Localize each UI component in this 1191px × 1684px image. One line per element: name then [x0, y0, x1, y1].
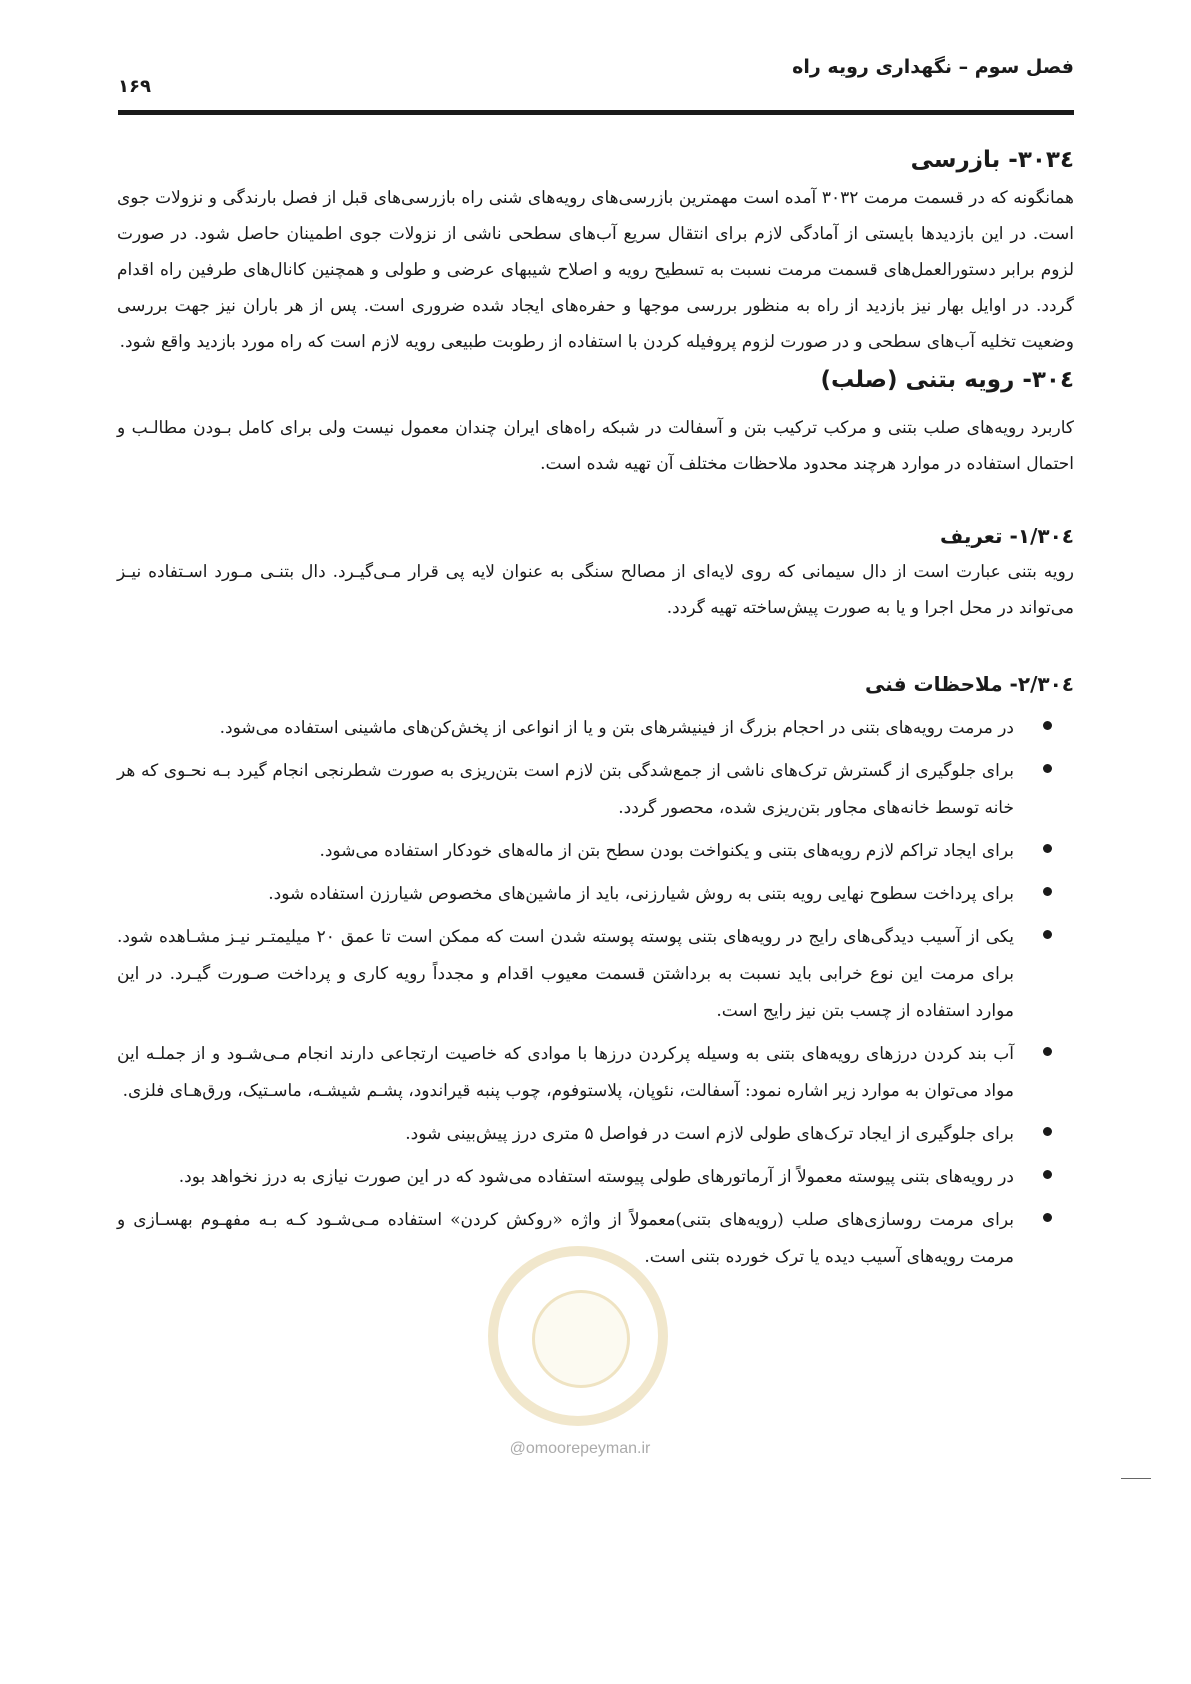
bullet-icon: [1043, 844, 1052, 853]
page-content: [117, 140, 1074, 1282]
list-item: [117, 1159, 1074, 1196]
bullet-icon: [1043, 721, 1052, 730]
header-rule: [118, 110, 1074, 115]
page-number: ۱۶۹: [118, 76, 151, 97]
list-item-text: برای مرمت روسازی‌های صلب (رویه‌های بتنی)معمولاً از واژه «روکش کردن» استفاده مـی‌شـود کـه بـه مفهـوم بهسـازی و مرمت رویه‌های آسیب دیده یا ترک خورده بتنی است.: [117, 1210, 1014, 1267]
list-item: [117, 710, 1074, 747]
chapter-title: فصل سوم – نگهداری رویه راه: [792, 56, 1074, 78]
corner-mark: [1121, 1478, 1151, 1479]
section-heading-3034: ۳۰۳٤- بازرسی: [910, 147, 1074, 173]
technical-notes-list: [117, 710, 1074, 1276]
list-item: [117, 876, 1074, 913]
bullet-icon: [1043, 887, 1052, 896]
page-header: [118, 52, 1074, 97]
list-item-text: در مرمت رویه‌های بتنی در احجام بزرگ از فینیشرهای بتن و یا از انواعی از پخش‌کن‌های ماشینی استفاده می‌شود.: [219, 718, 1014, 738]
list-item-text: برای جلوگیری از ایجاد ترک‌های طولی لازم است در فواصل ۵ متری درز پیش‌بینی شود.: [405, 1124, 1014, 1144]
bullet-icon: [1043, 1047, 1052, 1056]
section-paragraph-304-1: رویه بتنی عبارت است از دال سیمانی که روی لایه‌ای از مصالح سنگی به عنوان لایه پی قرار مـی‌گیـرد. دال بتنـی مـورد اسـتفاده نیـز می‌تواند در محل اجرا و یا به صورت پیش‌ساخته تهیه گردد.: [117, 562, 1074, 618]
bullet-icon: [1043, 930, 1052, 939]
bullet-icon: [1043, 1213, 1052, 1222]
bullet-icon: [1043, 764, 1052, 773]
list-item: [117, 833, 1074, 870]
list-item: [117, 1202, 1074, 1276]
bullet-icon: [1043, 1127, 1052, 1136]
section-heading-304: ۳۰٤- رویه بتنی (صلب): [820, 367, 1074, 393]
bullet-icon: [1043, 1170, 1052, 1179]
list-item: [117, 753, 1074, 827]
list-item: [117, 919, 1074, 1030]
list-item-text: در رویه‌های بتنی پیوسته معمولاً از آرماتورهای طولی پیوسته استفاده می‌شود که در این صورت نیازی به درز نخواهد بود.: [178, 1167, 1014, 1187]
section-heading-304-1: ۳۰٤/۱- تعریف: [940, 524, 1074, 548]
list-item-text: برای ایجاد تراکم لازم رویه‌های بتنی و یکنواخت بودن سطح بتن از ماله‌های خودکار استفاده می‌شود.: [319, 841, 1014, 861]
section-paragraph-3034: همانگونه که در قسمت مرمت ۳۰۳۲ آمده است مهمترین بازرسی‌های رویه‌های شنی راه بازرسی‌های قبل از فصل بارندگی و نزولات جوی است. در این بازدیدها بایستی از آمادگی لازم برای انتقال سریع آب‌های سطحی ناشی از نزولات جوی اطمینان حاصل شود. در صورت لزوم برابر دستورالعمل‌های قسمت مرمت نسبت به تسطیح رویه و اصلاح شیبهای عرضی و طولی و همچنین کانال‌های طرفین راه اقدام گردد. در اوایل بهار نیز بازدید از راه به منظور بررسی موجها و حفره‌های ایجاد شده ضروری است. پس از هر باران نیز جهت بررسی وضعیت تخلیه آب‌های سطحی و در صورت لزوم پروفیله کردن با استفاده از رطوبت طبیعی رویه لازم است که راه مورد بازدید واقع شود.: [117, 188, 1074, 352]
watermark-text: @omoorepeyman.ir: [509, 1440, 651, 1457]
section-heading-304-2: ۳۰٤/۲- ملاحظات فنی: [865, 672, 1074, 696]
list-item-text: برای پرداخت سطوح نهایی رویه بتنی به روش شیارزنی، باید از ماشین‌های مخصوص شیارزن استفاده شود.: [268, 884, 1014, 904]
watermark-gear-icon: [532, 1290, 630, 1388]
list-item: [117, 1116, 1074, 1153]
section-paragraph-304: کاربرد رویه‌های صلب بتنی و مرکب ترکیب بتن و آسفالت در شبکه راه‌های ایران چندان معمول نیست ولی برای کامل بـودن مطالـب و احتمال استفاده در موارد هرچند محدود ملاحظات مختلف آن تهیه شده است.: [117, 418, 1074, 474]
list-item: [117, 1036, 1074, 1110]
list-item-text: آب بند کردن درزهای رویه‌های بتنی به وسیله پرکردن درزها با موادی که خاصیت ارتجاعی دارند انجام مـی‌شـود و از جملـه این مواد می‌توان به موارد زیر اشاره نمود: آسفالت، نئوپان، پلاستوفوم، چوب پنبه قیراندود، پشـم شیشـه، ماسـتیک، ورق‌هـای فلزی.: [117, 1044, 1014, 1101]
list-item-text: برای جلوگیری از گسترش ترک‌های ناشی از جمع‌شدگی بتن لازم است بتن‌ریزی به صورت شطرنجی انجام گیرد بـه نحـوی که هر خانه توسط خانه‌های مجاور بتن‌ریزی شده، محصور گردد.: [117, 761, 1014, 818]
list-item-text: یکی از آسیب دیدگی‌های رایج در رویه‌های بتنی پوسته پوسته شدن است که ممکن است تا عمق ۲۰ میلیمتـر نیـز مشـاهده شود. برای مرمت این نوع خرابی باید نسبت به برداشتن قسمت معیوب اقدام و مجدداً رویه کاری و پرداخت صـورت گیـرد. در این موارد استفاده از چسب بتن نیز رایج است.: [117, 927, 1014, 1021]
